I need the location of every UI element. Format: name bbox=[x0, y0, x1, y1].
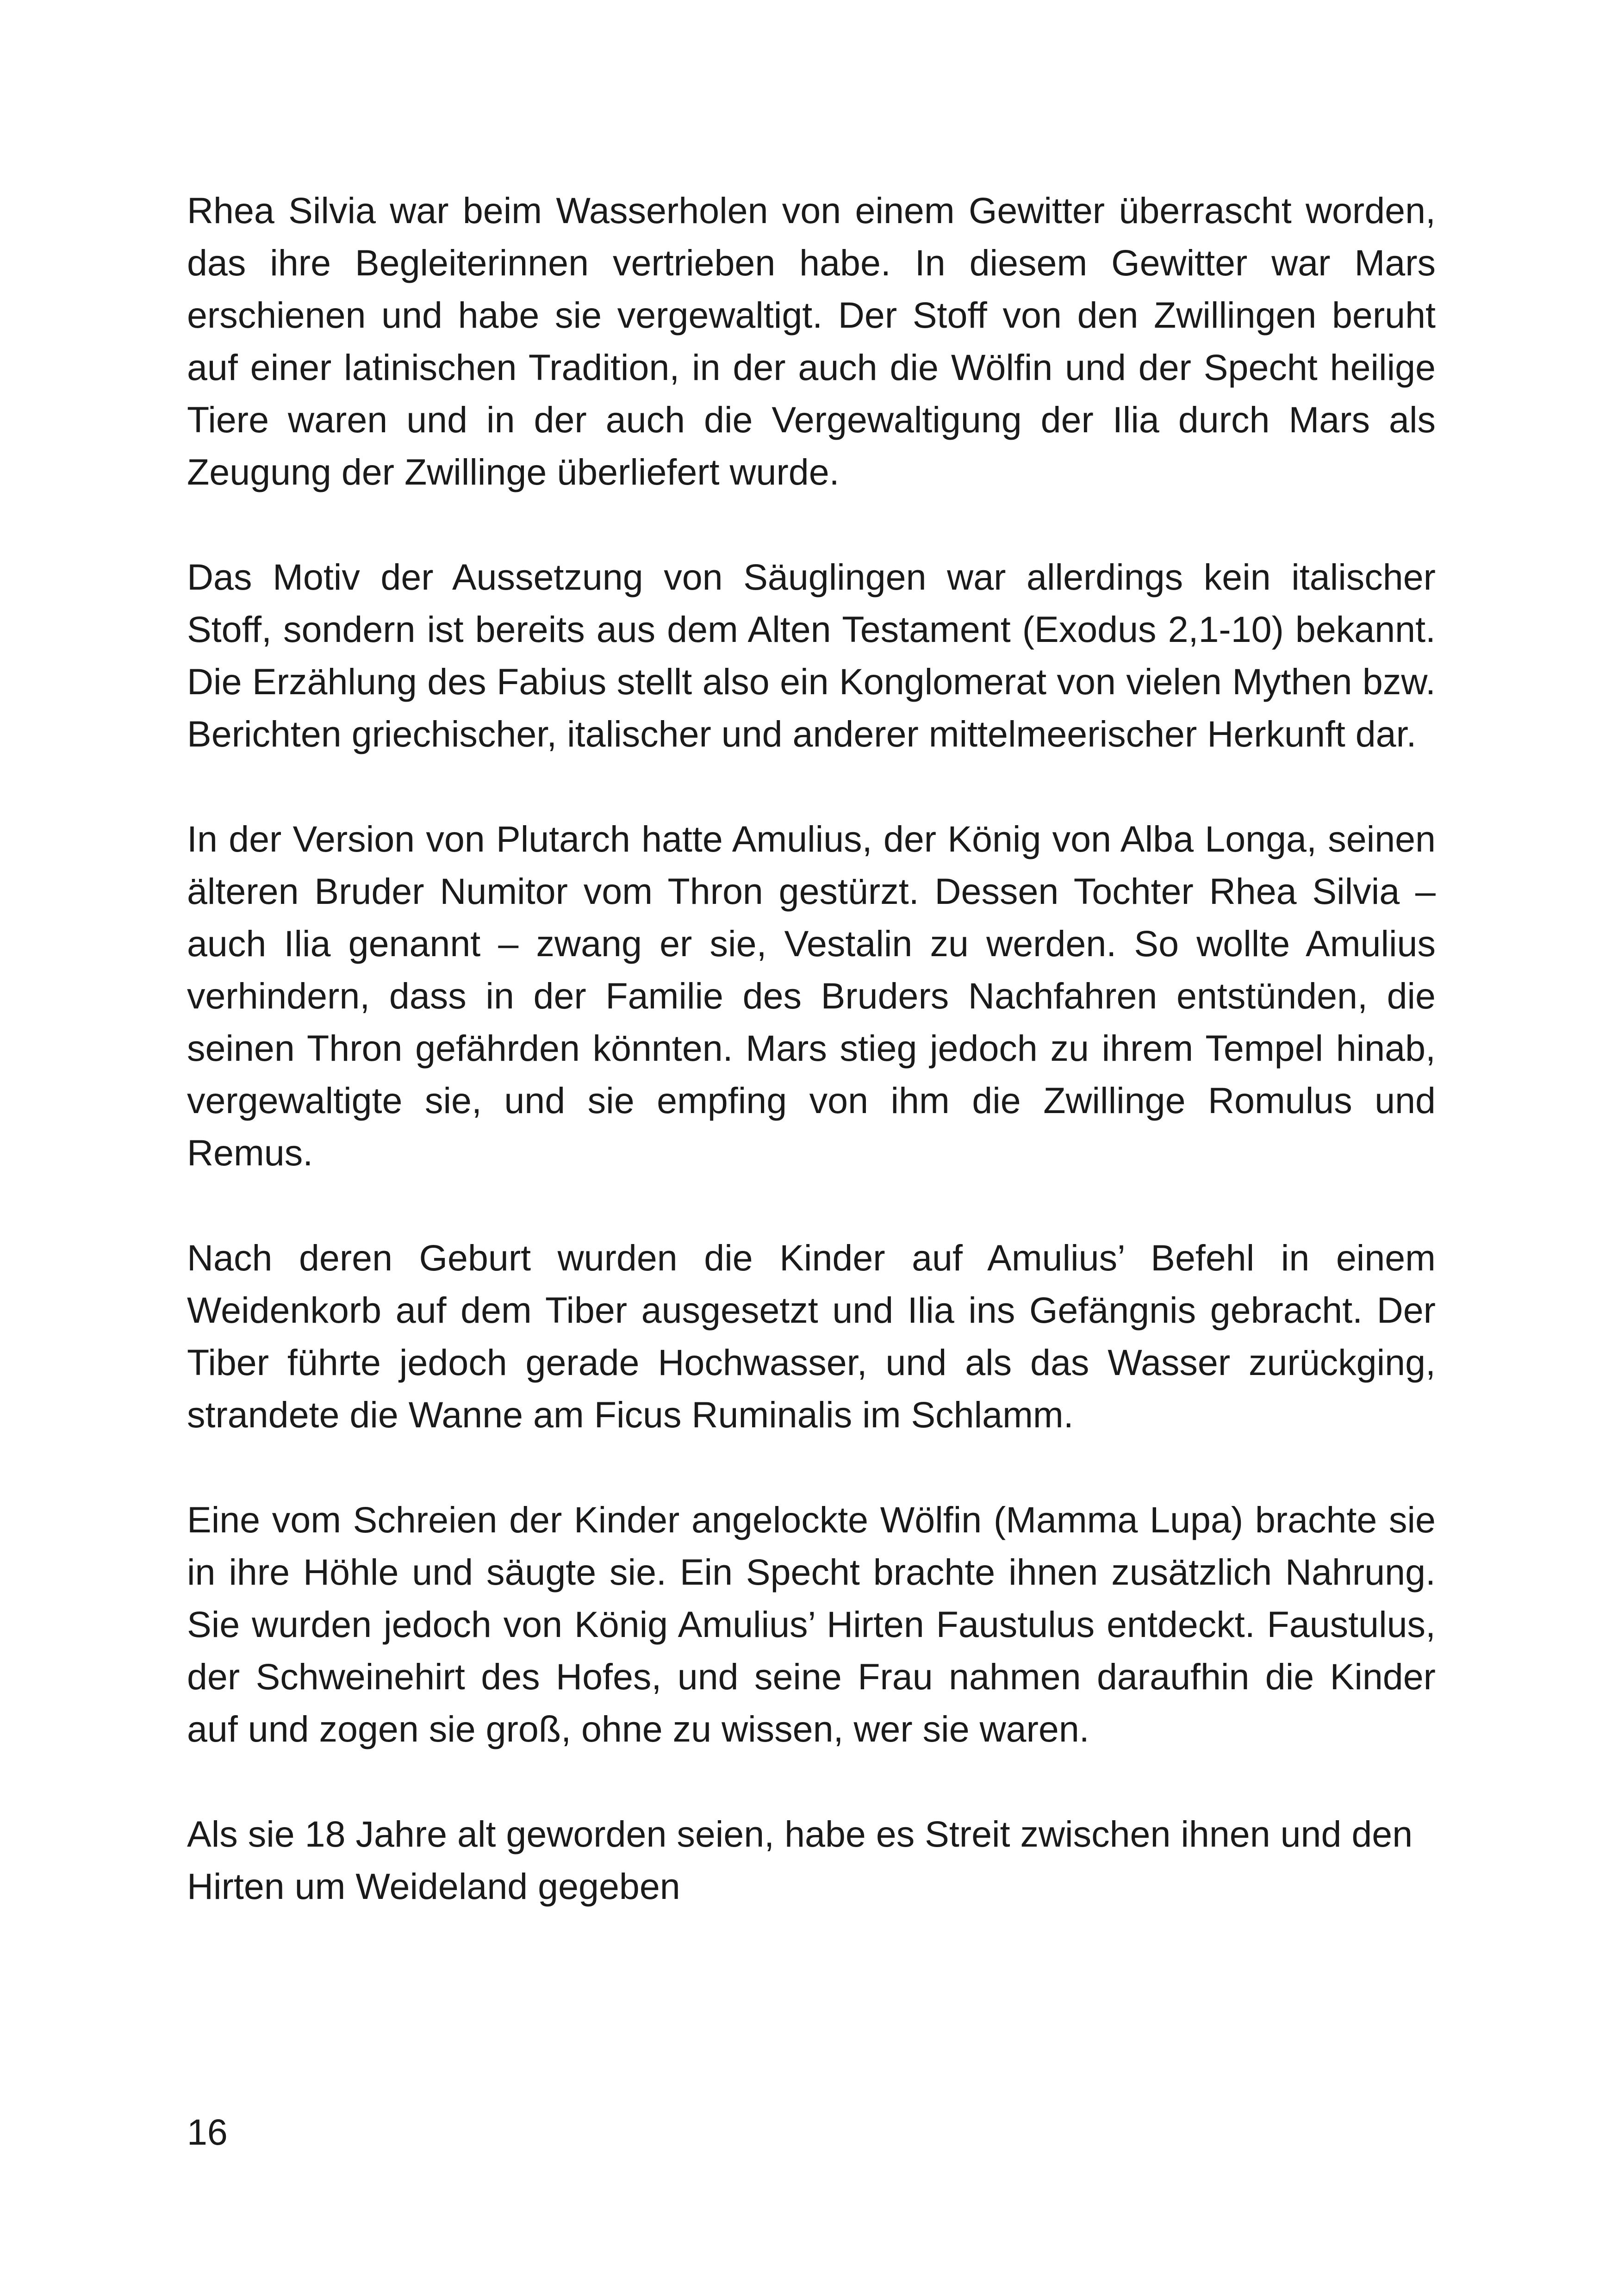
paragraph: Als sie 18 Jahre alt geworden seien, habe es Streit zwischen ihnen und den Hirten um Weideland gegeben bbox=[187, 1813, 1413, 1907]
paragraph: Rhea Silvia war beim Wasserholen von einem Gewitter überrascht worden, das ihre Begleiterinnen vertrieben habe. In diesem Gewitter war Mars erschienen und habe sie vergewaltigt. Der Stoff von den Zwillingen beruht auf einer latinischen Tradition, in der auch die Wölfin und der Specht heilige Tiere waren und in der auch die Vergewaltigung der Ilia durch Mars als Zeugung der Zwillinge überliefert wurde. bbox=[187, 190, 1436, 492]
body-text bbox=[187, 184, 1436, 1912]
paragraph: In der Version von Plutarch hatte Amulius, der König von Alba Longa, seinen älteren Bruder Numitor vom Thron gestürzt. Dessen Tochter Rhea Silvia – auch Ilia genannt – zwang er sie, Vestalin zu werden. So wollte Amulius verhindern, dass in der Familie des Bruders Nachfahren entstünden, die seinen Thron gefährden könnten. Mars stieg jedoch zu ihrem Tempel hinab, vergewaltigte sie, und sie empfing von ihm die Zwillinge Romulus und Remus. bbox=[187, 818, 1436, 1173]
paragraph: Das Motiv der Aussetzung von Säuglingen war allerdings kein italischer Stoff, sondern ist bereits aus dem Alten Testament (Exodus 2,1-10) bekannt. Die Erzählung des Fabius stellt also ein Konglomerat von vielen Mythen bzw. Berichten griechischer, italischer und anderer mittelmeerischer Herkunft dar. bbox=[187, 556, 1436, 754]
paragraph: Eine vom Schreien der Kinder angelockte Wölfin (Mamma Lupa) brachte sie in ihre Höhle und säugte sie. Ein Specht brachte ihnen zusätzlich Nahrung. Sie wurden jedoch von König Amulius’ Hirten Faustulus entdeckt. Faustulus, der Schweinehirt des Hofes, und seine Frau nahmen daraufhin die Kinder auf und zogen sie groß, ohne zu wissen, wer sie waren. bbox=[187, 1499, 1436, 1749]
paragraph: Nach deren Geburt wurden die Kinder auf Amulius’ Befehl in einem Weidenkorb auf dem Tiber ausgesetzt und Ilia ins Gefängnis gebracht. Der Tiber führte jedoch gerade Hochwasser, und als das Wasser zurückging, strandete die Wanne am Ficus Ruminalis im Schlamm. bbox=[187, 1237, 1436, 1435]
page-number: 16 bbox=[187, 2111, 228, 2153]
